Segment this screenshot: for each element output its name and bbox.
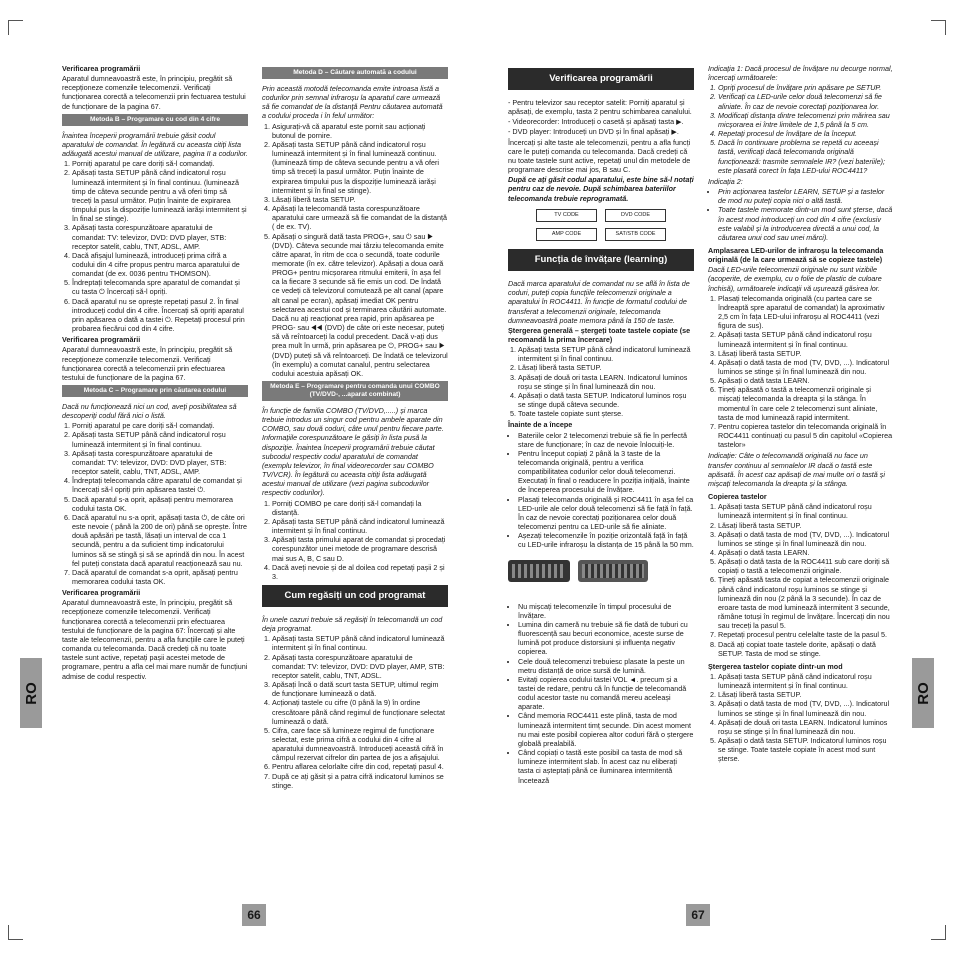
crop-mark	[931, 925, 946, 940]
language-tab-right: RO	[912, 658, 934, 728]
note-text: Indicație: Câte o telecomandă originală nu face un transfer continuu al semnalelor IR dacă o tastă este apăsată. În acest caz apăsați de mai multe ori o tastă și mișcați telecomanda la dreapta și la stânga.	[708, 451, 885, 488]
list-item: 2. Lăsați liberă tasta SETUP.	[718, 521, 894, 530]
list-item: 6. Dacă aparatul nu s-a oprit, apăsați tasta ⏻, de câte ori este nevoie ( până la 200 de ori) până se oprește. Între două apăsări pe tastă, lăsați un interval de cca 1 secundă, pentru a da suficient timp indicatorului luminos să se stingă și să se aprindă din nou. În acest fel puteți constata dacă aparatul reacționează sau nu.	[72, 513, 248, 568]
list-item: • Cele două telecomenzi trebuiesc plasate la peste un metru distanță de orice sursă de lumină.	[518, 657, 694, 675]
list-item: 3. Apăsați o dată tasta de mod (TV, DVD, ...). Indicatorul luminos se stinge și în final luminează din nou.	[718, 699, 894, 717]
section-heading: Ștergerea generală – ștergeți toate tastele copiate (se recomandă la prima încercare)	[508, 325, 691, 344]
list-item: 7. După ce ați găsit și a patra cifră indicatorul luminos se stinge.	[272, 772, 448, 790]
list-item: • Nu mișcați telecomenzile în timpul procesului de învățare.	[518, 602, 694, 620]
page-number-right: 67	[686, 904, 710, 926]
list-item: • Prin acționarea tastelor LEARN, SETUP și a tastelor de mod nu puteți copia nici o altă tastă.	[718, 187, 894, 205]
paragraph: Dacă LED-urile telecomenzii originale nu sunt vizibile (acoperite, de exemplu, cu o folie de plastic de culoare închisă), următoarele indicații vă ușurează găsirea lor.	[708, 265, 882, 293]
list-item: 7. Repetați procesul pentru celelalte taste de la pasul 5.	[718, 630, 894, 639]
steps-list	[708, 294, 894, 450]
language-tab-left: RO	[20, 658, 42, 728]
paragraph: Aparatul dumneavoastră este, în principiu, pregătit să recepționeze comenzile telecomenzii. Verificați funcționarea corectă a telecomenzii prin efectuarea testului de funcționare de la pagina 67.	[62, 345, 233, 382]
paragraph: - Pentru televizor sau receptor satelit: Porniți aparatul și apăsați, de exemplu, tasta 2 pentru schimbarea canalului.	[508, 98, 692, 117]
paragraph: Aparatul dumneavoastră este, în principiu, pregătit să recepționeze comenzile telecomenzii. Verificați funcționarea corectă a telecomenzii prin fectuarea testului de funcționare de la pagina 67.	[62, 74, 246, 111]
list-item: 5. Apăsați o dată tasta de la ROC4411 sub care doriți să copiați o tastă a telecomenzii originale.	[718, 557, 894, 575]
list-item: • Lumina din cameră nu trebuie să fie dată de tuburi cu fluorescență sau becuri economice, aceste surse de lumină pot produce distorsiuni și influența negativ copierea.	[518, 620, 694, 657]
list-item: 4. Dacă aveți nevoie și de al doilea cod repetați pașii 2 și 3.	[272, 563, 448, 581]
list-item: 5. Apăsați o dată tasta LEARN.	[718, 376, 894, 385]
steps-list	[708, 83, 894, 175]
method-d-banner: Metoda D – Căutare automată a codului	[262, 67, 448, 79]
intro-text: Prin această motodă telecomanda emite introasa listă a codurilor prin semnal infraroșu la aparatul care urmează să fie comandat de la distanță Pentru căutarea automată a codului proceda i în felul următor:	[262, 84, 443, 121]
list-item: 1. Porniți aparatul pe care doriți să-l comandați.	[72, 159, 248, 168]
paragraph: Aparatul dumneavoastră este, în principiu, pregătit să recepționeze comenzile telecomenzii. Verificați funcționarea corectă a telecomenzii prin efectuarea testului de funcționare de la pagina 67: Încercați și alte taste ale telecomenzii, pentru a afla funcțiile care le puteți comanda cu telecomanda. Dacă credeți că nu toate tastele sunt active, repetați pașii acestei metode de programare, pentru a afla cel mai mare număr de funcțiuni admise de codul respectiv.	[62, 598, 248, 681]
list-item: 5. Toate tastele copiate sunt șterse.	[518, 409, 694, 418]
steps-list	[508, 345, 694, 418]
remotes-figure	[508, 556, 658, 596]
list-item: 3. Lăsați liberă tasta SETUP.	[272, 195, 448, 204]
list-item: 1. Porniți aparatul pe care doriți să-l comandați.	[72, 421, 248, 430]
section-heading: Copierea tastelor	[708, 492, 767, 502]
paragraph: - DVD player: Introduceți un DVD și în final apăsați ▶.	[508, 127, 679, 137]
intro-text: Dacă marca aparatului de comandat nu se află în lista de coduri, puteți copia funcțiile telecomenzii originale a aparatului în ROC4411. În funcție de formatul codului de transferat a telecomenzii originale, telecomanda dumneavoastră poate memora până la 150 de taste.	[508, 279, 690, 325]
list-item: 5. Dacă în continuare problema se repetă cu aceeași tastă, verificați dacă telecomanda originală funcționează: trasmite semnalele IR? (vezi bateriile); este plasată corect în fața LED-ului ROC4411?	[718, 138, 894, 175]
section-heading: Ștergerea tastelor copiate dintr-un mod	[708, 661, 843, 671]
list-item: 1. Apăsați tasta SETUP până când indicatorul roșu luminează intermitent și în final continuu.	[718, 672, 894, 690]
steps-list	[62, 421, 248, 586]
crop-mark	[8, 925, 23, 940]
steps-list	[62, 159, 248, 333]
list-item: 3. Apăsați tasta primului aparat de comandat și procedați corespunzător unei metode de programare descrisă mai sus A, B, C sau D.	[272, 535, 448, 562]
list-item: 1. Opriți procesul de învățare prin apăsare pe SETUP.	[718, 83, 894, 92]
code-boxes-figure	[536, 209, 666, 241]
section-heading: Înainte de a începe	[508, 420, 573, 430]
crop-mark	[8, 20, 23, 35]
list-item: 1. Apăsați tasta SETUP până când indicatorul roșu luminează intermitent și în final continuu.	[718, 502, 894, 520]
column-2	[262, 64, 448, 792]
list-item: 3. Lăsați liberă tasta SETUP.	[718, 349, 894, 358]
list-item: 5. Dacă aparatul s-a oprit, apăsați pentru memorarea codului tasta OK.	[72, 495, 248, 513]
learning-banner: Funcția de învățare (learning)	[508, 249, 694, 271]
list-item: 1. Porniți COMBO pe care doriți să-l comandați la distanță.	[272, 499, 448, 517]
find-code-banner: Cum regăsiți un cod programat	[262, 585, 448, 607]
list-item: 2. Apăsați tasta SETUP până când indicatorul roșu luminează intermitent și în final continuu. (luminează timp de câteva secunde pentru a vă oferi timp să treceți la pasul următor. Puțin înainte de expirarea timpului pus la dispoziție luminează iarăși intermitent și în final se stinge).	[72, 168, 248, 223]
list-item: 2. Apăsați tasta corespunzătoare aparatului de comandat: TV: televizor, DVD: DVD player, AMP, STB: receptor satelit, cablu, TNT, ADSL.	[272, 653, 448, 680]
list-item: 8. Dacă ați copiat toate tastele dorite, apăsați o dată SETUP. Tasta de mod se stinge.	[718, 640, 894, 658]
steps-list	[262, 634, 448, 790]
amp-code-box: AMP CODE	[536, 228, 597, 241]
bullet-list	[508, 602, 694, 785]
page-number-left: 66	[242, 904, 266, 926]
section-heading: Verificarea programării	[62, 64, 141, 73]
steps-list	[262, 499, 448, 581]
intro-text: În unele cazuri trebuie să regăsiți în telecomandă un cod deja programat.	[262, 614, 443, 634]
list-item: 3. Apăsați de două ori tasta LEARN. Indicatorul luminos roșu se stinge și în final luminează din nou.	[518, 373, 694, 391]
list-item: 6. Țineți apăsată tasta de copiat a telecomenzii originale până când indicatorul roșu luminos se stinge și luminează din nou (2 până la 3 secunde). În caz de eroare tasta de mod luminează intermitent 3 secunde, rămâne totuși în regimul de învățare. Încercați din nou sau treceți la pasul 5.	[718, 575, 894, 630]
list-item: 3. Apăsați tasta corespunzătoare aparatului de comandat: TV: televizor, DVD: DVD player, STB: receptor satelit, cablu, TNT, ADSL, AMP.	[72, 449, 248, 476]
list-item: 5. Cifra, care face să lumineze regimul de funcționare selectat, este prima cifră a codului din 4 cifre al aparatului dumneavoastră. Introduceți această cifră în câmpul rezervat cifrelor din partea de jos a afișajului.	[272, 726, 448, 763]
list-item: 4. Repetați procesul de învățare de la început.	[718, 129, 894, 138]
section-heading: Verificarea programării	[62, 335, 141, 345]
section-heading: Verificarea programării	[62, 588, 141, 598]
list-item: 4. Apăsați la telecomandă tasta corespunzătoare aparatului care urmează să fie comandat de la distanță ( de ex. TV).	[272, 204, 448, 231]
list-item: 4. Apăsați o dată tasta SETUP. Indicatorul luminos roșu se stinge după câteva secunde.	[518, 391, 694, 409]
list-item: 5. Apăsați o dată tasta SETUP. Indicatorul luminos roșu se stinge. Toate tastele copiate în acest mod sunt șterse.	[718, 736, 894, 763]
list-item: 6. Pentru aflarea celorlalte cifre din cod, repetați pasul 4.	[272, 762, 448, 771]
list-item: • Evitați copierea codului tastei VOL ◄. precum și a tastei de redare, pentru că în funcție de telecomandă codul acestor taste nu comandă mereu aceleași aparate.	[518, 675, 694, 712]
list-item: • Bateriile celor 2 telecomenzi trebuie să fie în perfectă stare de funcționare; în caz de nevoie înlocuiți-le.	[518, 431, 694, 449]
list-item: 3. Apăsați tasta corespunzătoare aparatului de comandat: TV: televizor, DVD: DVD player, STB: receptor satelit, cablu, TNT, ADSL, AMP.	[72, 223, 248, 250]
list-item: 5. Îndreptați telecomanda spre aparatul de comandat și cu tasta ⏻ încercați să-l opriți.	[72, 278, 248, 296]
list-item: 3. Apăsați o dată tasta de mod (TV, DVD, ...). Indicatorul luminos se stinge și în final luminează din nou.	[718, 530, 894, 548]
intro-text: Dacă nu funcționează nici un cod, aveți posibilitatea să descoperiți codul fără nici o listă.	[62, 402, 237, 421]
tv-code-box: TV CODE	[536, 209, 597, 222]
list-item: 5. Apăsați o singură dată tasta PROG+, sau ⏻ sau ▶ (DVD). Câteva secunde mai târziu telecomanda emite către aparat, în ritm de cca o secundă, toate codurile memorate (în ex. către televizor). Apăsați a doua oară PROG+ pentru micșorarea ritmului emiterii, în așa fel ca la fiecare 3 secunde să fie emis un cod. De îndată ce vedeți că televizorul comutează pe alt canal (apare alt canal pe ecran), apăsați imediat OK pentru selectarea acestui cod și terminarea căutării automate. Dacă nu ați reacționat prea rapid, prin apăsarea pe PROG- sau ◀◀ (DVD) de câte ori este necesar, puteți să vă reîntoarceți la codul precedent. Dacă v-ați dus prea mult în urmă, prin apăsarea pe ⏻, PROG+ sau ▶ (DVD) puteți să vă reîntoarceți. De îndată ce televizorul (în exemplu) a comutat canalul, pentru selectarea codului acestuia apăsați OK.	[272, 232, 448, 379]
list-item: 1. Apăsați tasta SETUP până când indicatorul luminează intermitent și în final continuu.	[272, 634, 448, 652]
list-item: 1. Plasați telecomanda originală (cu partea care se îndreaptă spre aparatul de comandat) la aproximativ 2,5 cm în fața LED-ului infraroșu al ROC4411 (vezi figura de sus).	[718, 294, 894, 331]
sat-stb-code-box: SAT/STB CODE	[605, 228, 666, 241]
list-item: 3. Modificați distanța dintre telecomenzi prin mărirea sau micșorarea ei între limitele de 1,5 până la 5 cm.	[718, 111, 894, 129]
verification-banner: Verificarea programării	[508, 68, 694, 90]
list-item: 4. Dacă afișajul luminează, introduceți prima cifră a codului din 4 cifre propus pentru marca aparatului de comandat (de ex. 0036 pentru THOMSON).	[72, 251, 248, 278]
intro-text: Înaintea începerii programării trebuie găsit codul aparatului de comandat. În legătură cu aceasta citiți lista adăugată acestui manual de utilizare, pagina II a codurilor.	[62, 130, 248, 159]
column-4	[708, 64, 894, 766]
list-item: 2. Lăsați liberă tasta SETUP.	[518, 363, 694, 372]
list-item: 2. Apăsați tasta SETUP până când indicatorul roșu luminează intermitent și în final luminează continuu. (luminează timp de câteva secunde pentru a vă oferi timp să treceți la pasul următor. Puțin înainte de expirarea timpului pus la dispoziție luminează iarăși intermitent și în final se stinge).	[272, 140, 448, 195]
list-item: 3. Apăsați încă o dată scurt tasta SETUP, ultimul regim de funcționare luminează o dată.	[272, 680, 448, 698]
list-item: 2. Apăsați tasta SETUP până când indicatorul luminează intermitent și în final continuu.	[272, 517, 448, 535]
method-b-banner: Metoda B – Programare cu cod din 4 cifre	[62, 114, 248, 126]
bullet-list	[508, 431, 694, 550]
list-item: • Când copiați o tastă este posibil ca tasta de mod să lumineze intermitent slab. În acest caz nu eliberați tasta ci așteptați până ce iluminarea intermitentă încetează	[518, 748, 694, 785]
list-item: 4. Acționați tastele cu cifre (0 până la 9) în ordine crescătoare până când regimul de funcționare selectat luminează o dată.	[272, 698, 448, 725]
list-item: 4. Apăsați o dată tasta de mod (TV, DVD, ...). Indicatorul luminos se stinge și în final luminează din nou.	[718, 358, 894, 376]
bullet-list	[708, 187, 894, 242]
list-item: 1. Apăsați tasta SETUP până când indicatorul luminează intermitent și în final continuu.	[518, 345, 694, 363]
note-text: După ce ați găsit codul aparatului, este bine să-l notați pentru caz de nevoie. După schimbarea bateriilor telecomanda trebuie reprogramată.	[508, 175, 694, 203]
hint-heading: Indicația 2:	[708, 176, 743, 186]
list-item: 4. Apăsați o dată tasta LEARN.	[718, 548, 894, 557]
list-item: 2. Apăsați tasta SETUP până când indicatorul roșu luminează intermitent și în final continuu.	[72, 430, 248, 448]
steps-list	[262, 122, 448, 378]
list-item: • Pentru început copiați 2 până la 3 taste de la telecomanda originală, pentru a verifica compatibilitatea codurilor celor două telecomenzi. Executați în final o readucere în poziția inițială, înainte de începerea procesului de învățare.	[518, 449, 694, 495]
list-item: 2. Lăsați liberă tasta SETUP.	[718, 690, 894, 699]
list-item: 7. Dacă aparatul de comandat s-a oprit, apăsați pentru memorarea codului tasta OK.	[72, 568, 248, 586]
list-item: 2. Apăsați tasta SETUP până când indicatorul roșu luminează intermitent și în final continuu.	[718, 330, 894, 348]
list-item: 1. Asigurați-vă că aparatul este pornit sau acționați butonul de pornire.	[272, 122, 448, 140]
list-item: • Plasați telecomanda originală și ROC4411 în așa fel ca LED-urile ale celor două telecomenzi să fie față în față. În caz de nevoie corectați poziționarea celor două telecomenzi pentru ca LED-urile să fie aliniate.	[518, 495, 694, 532]
list-item: • Așezați telecomenzile în poziție orizontală față în față cu LED-urile infraroșu la distanța de 15 până la 50 mm.	[518, 531, 694, 549]
list-item: • Toate tastele memorate dintr-un mod sunt șterse, dacă în acest mod introduceți un cod din 4 cifre (exclusiv este valabil și la introducerea directă a unui cod, la căutarea unui cod sau unei mărci).	[718, 205, 894, 242]
steps-list	[708, 502, 894, 658]
paragraph: - Videorecorder: Introduceți o casetă și apăsați tasta ▶.	[508, 117, 684, 127]
paragraph: Încercați și alte taste ale telecomenzii, pentru a afla funcți care le puteți comanda cu telecomanda. Dacă credeți că nu toate tastele sunt active, repetați unul din metodele de programare descrise mai jos, B sau C.	[508, 137, 691, 175]
section-heading: Amplasarea LED-urilor de infraroșu la telecomanda originală (de la care urmează să se copieze tastele)	[708, 245, 884, 265]
crop-mark	[931, 20, 946, 35]
dvd-code-box: DVD CODE	[605, 209, 666, 222]
column-3	[508, 64, 694, 787]
steps-list	[708, 672, 894, 764]
original-remote-image	[508, 560, 570, 582]
list-item: 7. Pentru copierea tastelor din telecomanda originală în ROC4411 continuați cu pasul 5 din capitolul «Copierea tastelor»	[718, 422, 894, 449]
list-item: • Când memoria ROC4411 este plină, tasta de mod luminează intermitent timț secunde. Din acest moment nu mai este posibil copierea altor coduri fără o ștergere globală prealabilă.	[518, 711, 694, 748]
list-item: 4. Îndreptați telecomanda către aparatul de comandat și încercați să-l opriți prin apăsarea tastei ⏻.	[72, 476, 248, 494]
method-e-banner: Metoda E – Programare pentru comanda unui COMBO (TV/DVD-, ...aparat combinat)	[262, 381, 448, 401]
list-item: 6. Țineți apăsată o tastă a telecomenzii originale și mișcați telecomanda la dreapta și la stânga. În momentul în care cele 2 telecomenzi sunt aliniate, tasta de mod luminează rapid intermitent.	[718, 385, 894, 422]
column-1	[62, 64, 248, 682]
hint-heading: Indicația 1: Dacă procesul de învățare nu decurge normal, încercați următoarele:	[708, 64, 893, 83]
intro-text: În funcție de familia COMBO (TV/DVD,.....) și marca trebuie introdus un singur cod pentru ambele aparate din COMBO, sau două coduri, câte unul pentru fiecare parte. Informațiile corespunzătoare le găsiți în lista pusă la dispoziție. Înaintea începerii programării trebuie căutat subcodul respectiv codul aparatului de comandat (exemplu televizor, în final videorecorder sau COMBO TV/VCR). În legătură cu aceasta citiți lista adăugată acestui manual de utilizare (vezi pagina subcodurilor respectiv codurilor).	[262, 406, 444, 498]
list-item: 2. Verificați ca LED-urile celor două telecomenzi să fie aliniate. În caz de nevoie corectați poziționarea lor.	[718, 92, 894, 110]
list-item: 6. Dacă aparatul nu se oprește repetați pasul 2. În final introduceți codul din 4 cifre. Încercați să opriți aparatul prin apăsarea o dată a tastei ⏻. Repetați procesul prin probarea fiecărui cod din 4 cifre.	[72, 297, 248, 334]
roc4411-remote-image	[578, 560, 648, 582]
method-c-banner: Metoda C – Programare prin căutarea codului	[62, 385, 248, 397]
list-item: 4. Apăsați de două ori tasta LEARN. Indicatorul luminos roșu se stinge și în final luminează din nou.	[718, 718, 894, 736]
